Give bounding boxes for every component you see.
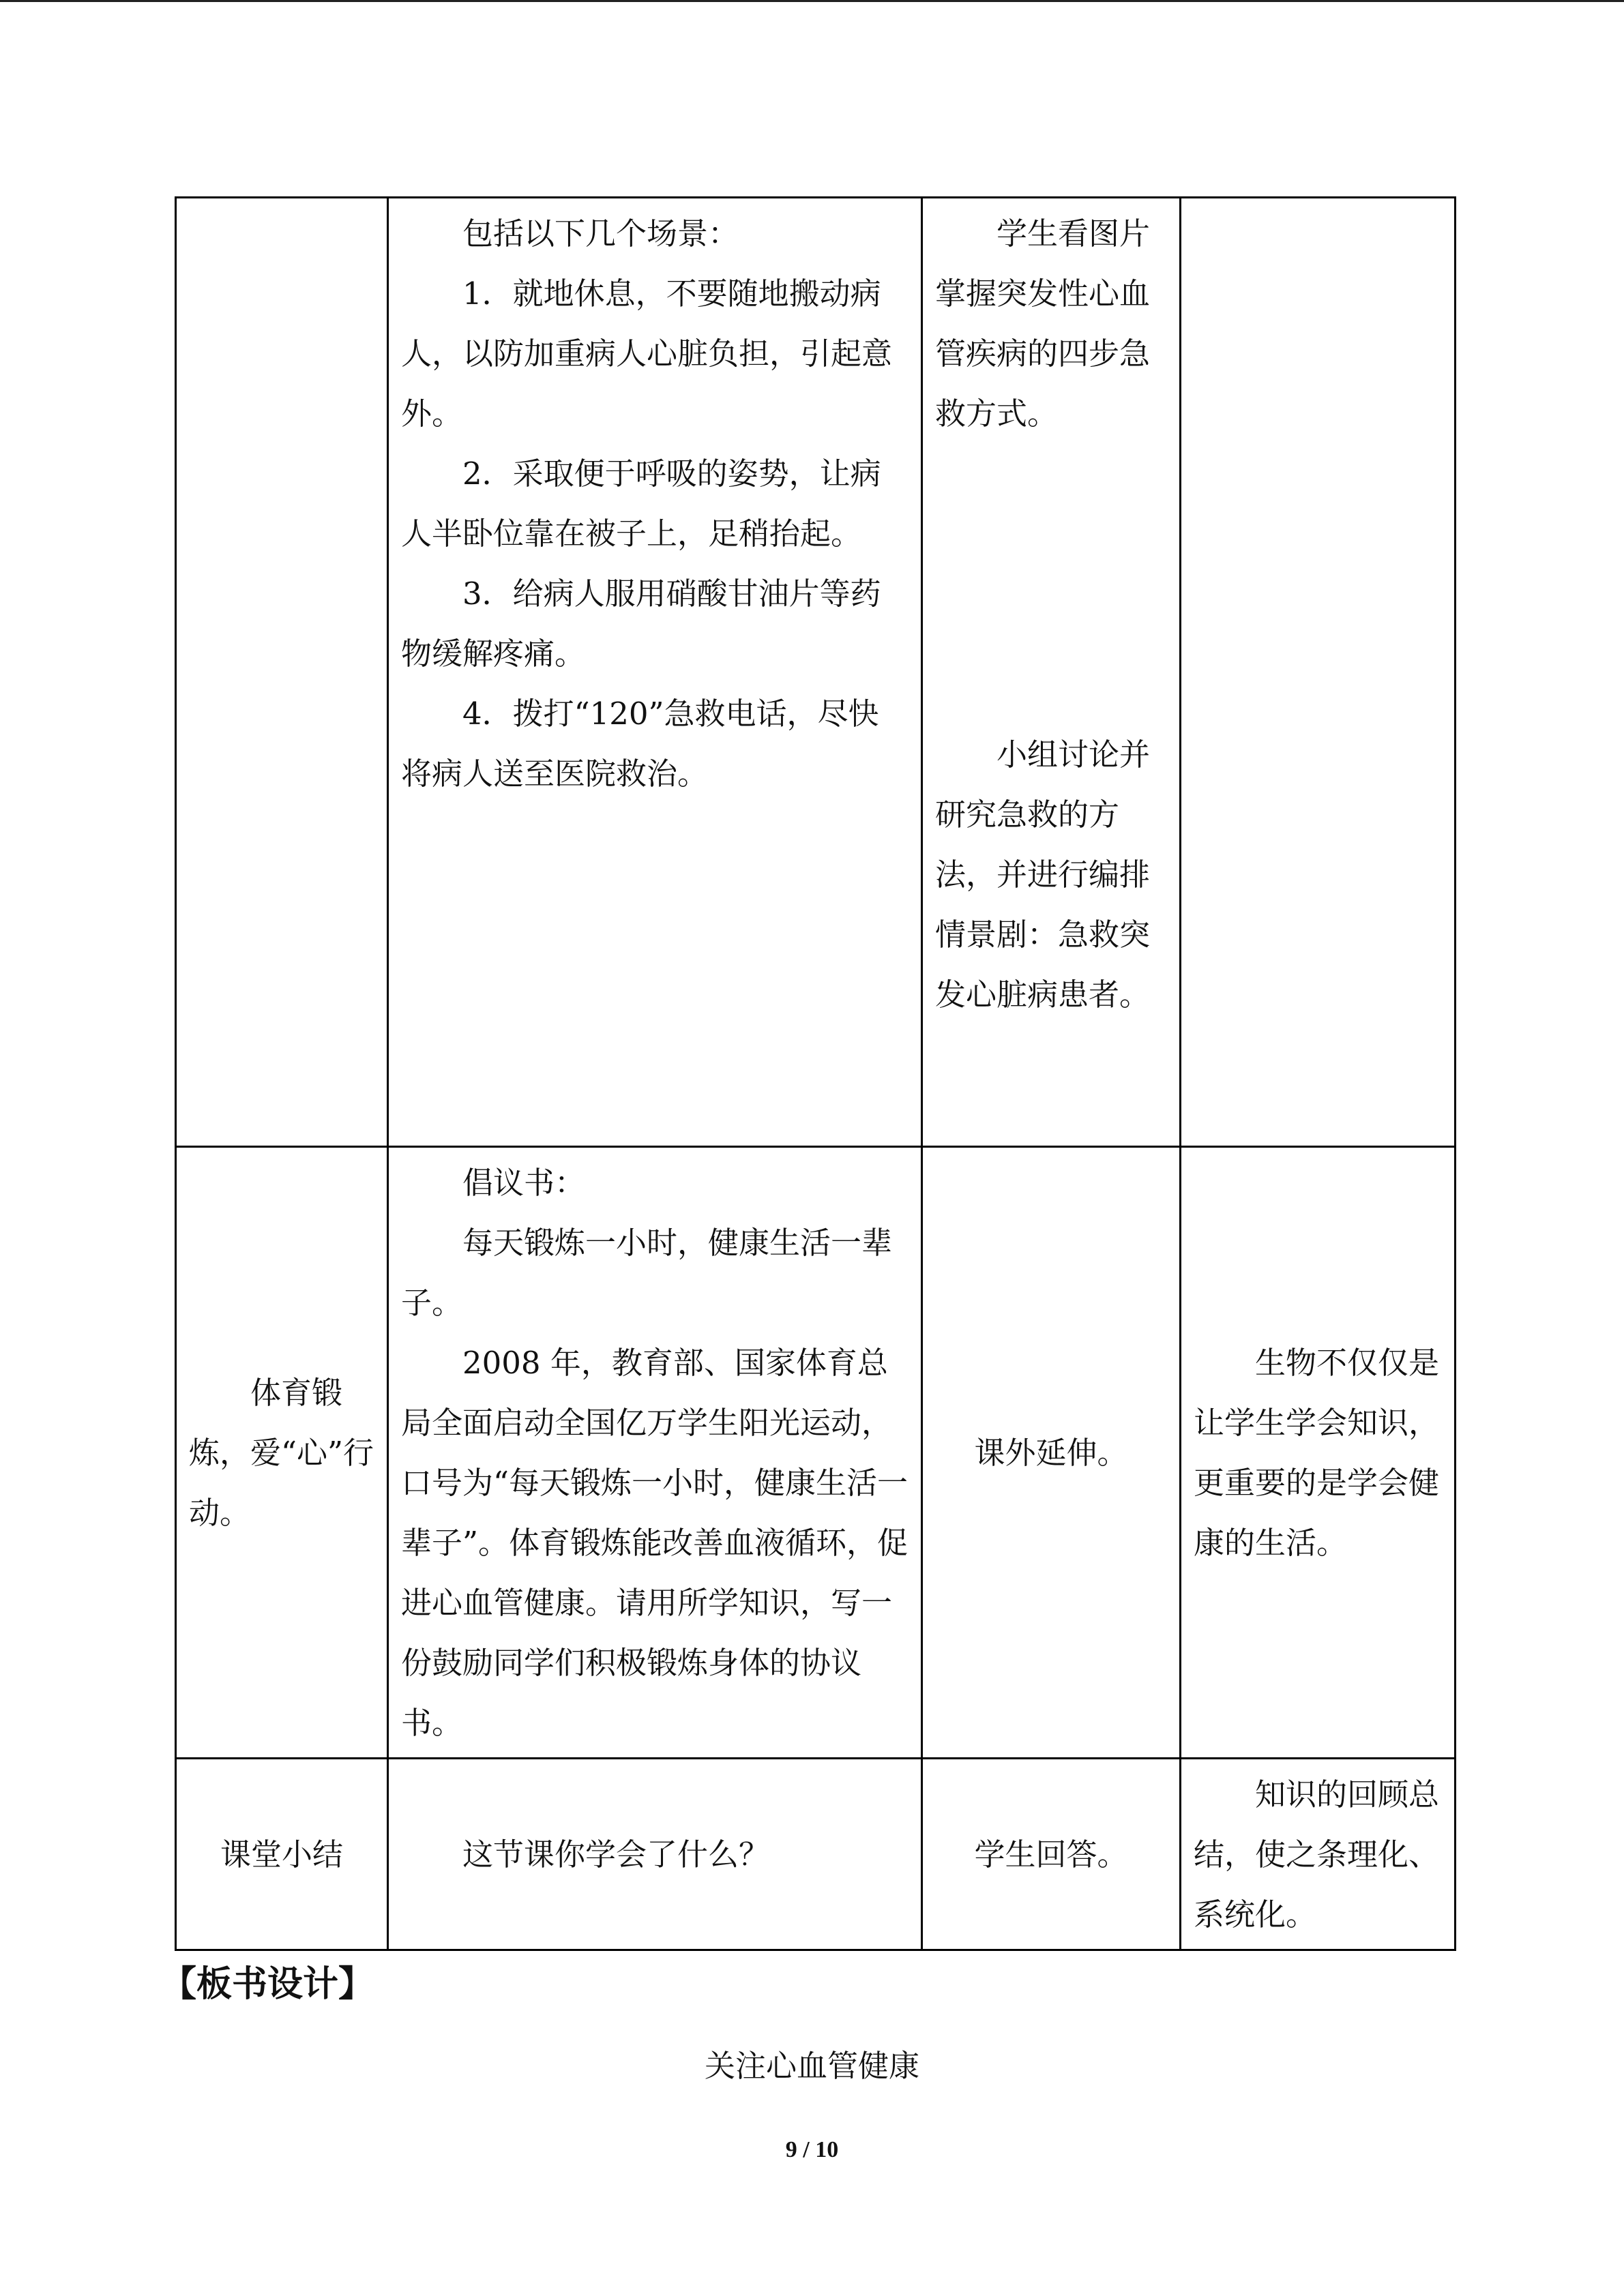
table-cell-topic: [176, 1759, 388, 1950]
table-cell-topic: [176, 1147, 388, 1759]
cell-paragraph: 1．就地休息，不要随地搬动病人，以防加重病人心脏负担，引起意外。: [401, 275, 893, 432]
table-cell-student-activity: [922, 1147, 1181, 1759]
cell-paragraph: 这节课你学会了什么？: [462, 1836, 770, 1873]
table-cell-design-intent: [1181, 198, 1456, 1147]
cell-paragraph: 每天锻炼一小时，健康生活一辈子。: [401, 1225, 893, 1321]
table-cell-topic: [176, 198, 388, 1147]
cell-paragraph: 3．给病人服用硝酸甘油片等药物缓解疼痛。: [401, 576, 881, 672]
table-row: [176, 1759, 1456, 1950]
cell-paragraph: 4．拨打“120”急救电话，尽快将病人送至医院救治。: [401, 696, 879, 792]
lesson-plan-table: [175, 196, 1456, 1951]
cell-text: 课外延伸。: [974, 1435, 1128, 1471]
table-cell-student-activity: [922, 1759, 1181, 1950]
table-cell-content: [388, 1759, 922, 1950]
cell-paragraph: 知识的回顾总结，使之条理化、系统化。: [1194, 1776, 1440, 1933]
table-cell-design-intent: [1181, 1147, 1456, 1759]
cell-paragraph: 倡议书：: [462, 1165, 586, 1201]
cell-paragraph: 包括以下几个场景：: [462, 215, 739, 252]
cell-paragraph: 2．采取便于呼吸的姿势，让病人半卧位靠在被子上，足稍抬起。: [401, 456, 881, 552]
board-design-title: 关注心血管健康: [704, 2048, 919, 2084]
table-row: [176, 198, 1456, 1147]
cell-paragraph: 小组讨论并研究急救的方法，并进行编排情景剧：急救突发心脏病患者。: [935, 736, 1151, 1013]
cell-paragraph: 生物不仅仅是让学生学会知识，更重要的是学会健康的生活。: [1194, 1345, 1440, 1561]
cell-paragraph: 2008 年，教育部、国家体育总局全面启动全国亿万学生阳光运动，口号为“每天锻炼一小时，健康生活一辈子”。体育锻炼能改善血液循环，促进心血管健康。请用所学知识，写一份鼓励同学们积极锻炼身体的协议书。: [401, 1345, 909, 1741]
cell-text: 课堂小结: [220, 1836, 343, 1873]
table-row: [176, 1147, 1456, 1759]
table-cell-content: [388, 198, 922, 1147]
table-cell-design-intent: [1181, 1759, 1456, 1950]
table-cell-content: [388, 1147, 922, 1759]
page-number: 9 / 10: [785, 2137, 839, 2162]
table-cell-student-activity: [922, 198, 1181, 1147]
section-heading: 【板书设计】: [161, 1964, 374, 2005]
cell-paragraph: 学生看图片掌握突发性心血管疾病的四步急救方式。: [935, 215, 1151, 432]
cell-paragraph: 体育锻炼，爱“心”行动。: [189, 1375, 374, 1531]
page-top-border: [0, 0, 1624, 2]
cell-text: 学生回答。: [974, 1836, 1128, 1873]
